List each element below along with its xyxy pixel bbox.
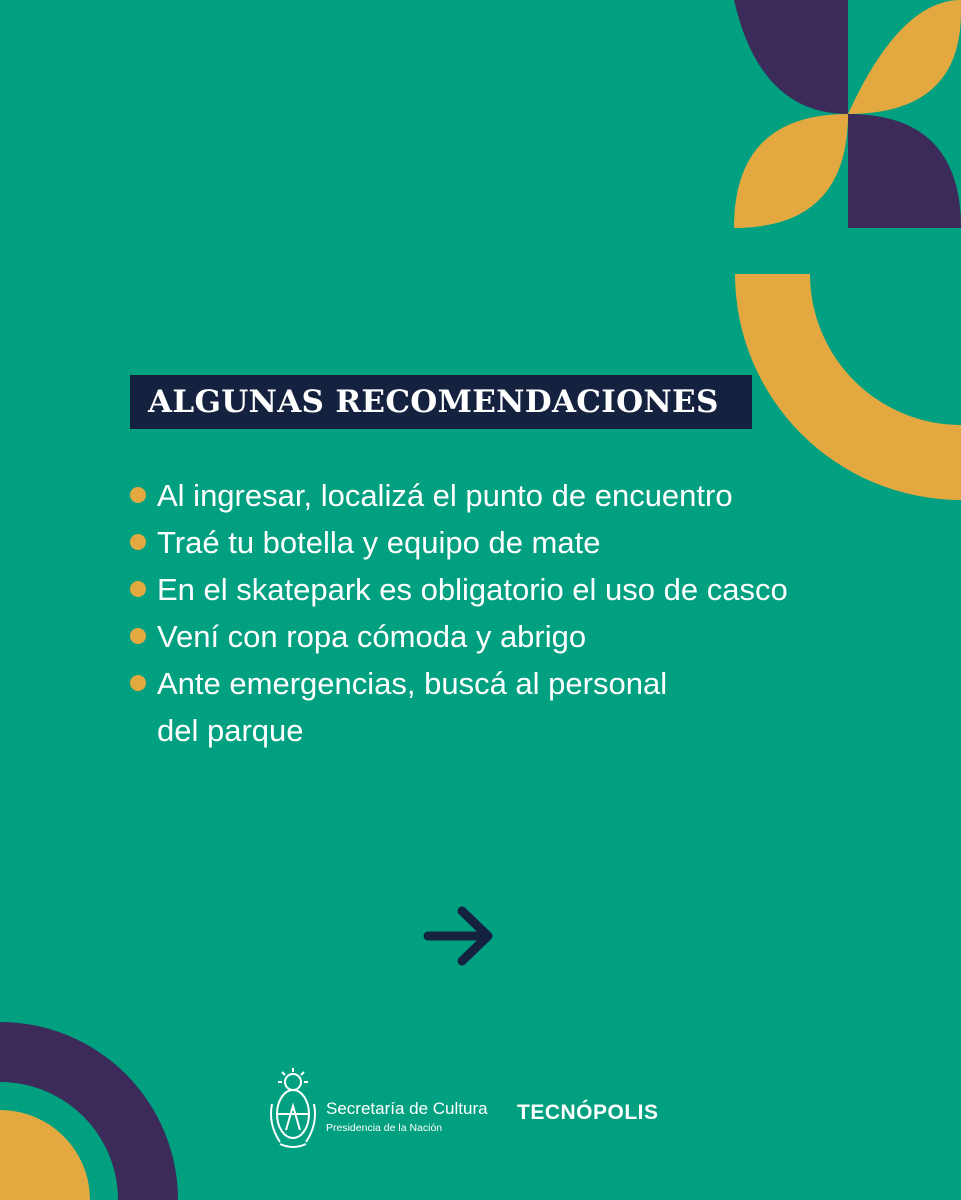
bullet-icon	[130, 534, 146, 550]
flower-decoration	[734, 0, 961, 228]
list-item-text: Traé tu botella y equipo de mate	[157, 525, 601, 560]
list-item-text: Vení con ropa cómoda y abrigo	[157, 619, 587, 654]
list-item-text: En el skatepark es obligatorio el uso de casco	[157, 572, 788, 607]
gold-quarter-decoration	[0, 1110, 90, 1200]
brand-logo: TECNÓPOLIS	[517, 1101, 659, 1124]
arrow-right-icon[interactable]	[422, 905, 498, 967]
title-banner	[130, 375, 752, 429]
list-item	[130, 613, 930, 660]
bullet-icon	[130, 628, 146, 644]
list-item-text: Al ingresar, localizá el punto de encuentro	[157, 478, 733, 513]
bullet-icon	[130, 675, 146, 691]
bullet-icon	[130, 581, 146, 597]
national-coat-of-arms-icon	[266, 1066, 320, 1150]
list-item	[130, 566, 930, 613]
petal-gold-bottom-left	[734, 114, 848, 228]
list-item-continuation	[130, 707, 930, 754]
list-item	[130, 660, 930, 707]
list-item	[130, 472, 930, 519]
list-item	[130, 519, 930, 566]
list-item-text: Ante emergencias, buscá al personal	[157, 666, 668, 701]
page-title: ALGUNAS RECOMENDACIONES	[148, 384, 719, 420]
gold-arc-decoration	[735, 274, 961, 500]
petal-purple-top-left	[734, 0, 848, 114]
petal-gold-top-right	[848, 0, 961, 114]
org-subtitle: Presidencia de la Nación	[326, 1122, 443, 1134]
bullet-icon	[130, 487, 146, 503]
org-name: Secretaría de Cultura	[326, 1099, 488, 1118]
list-item-text: del parque	[157, 713, 304, 748]
recommendations-list	[130, 472, 930, 754]
petal-purple-bottom-right	[848, 114, 961, 228]
